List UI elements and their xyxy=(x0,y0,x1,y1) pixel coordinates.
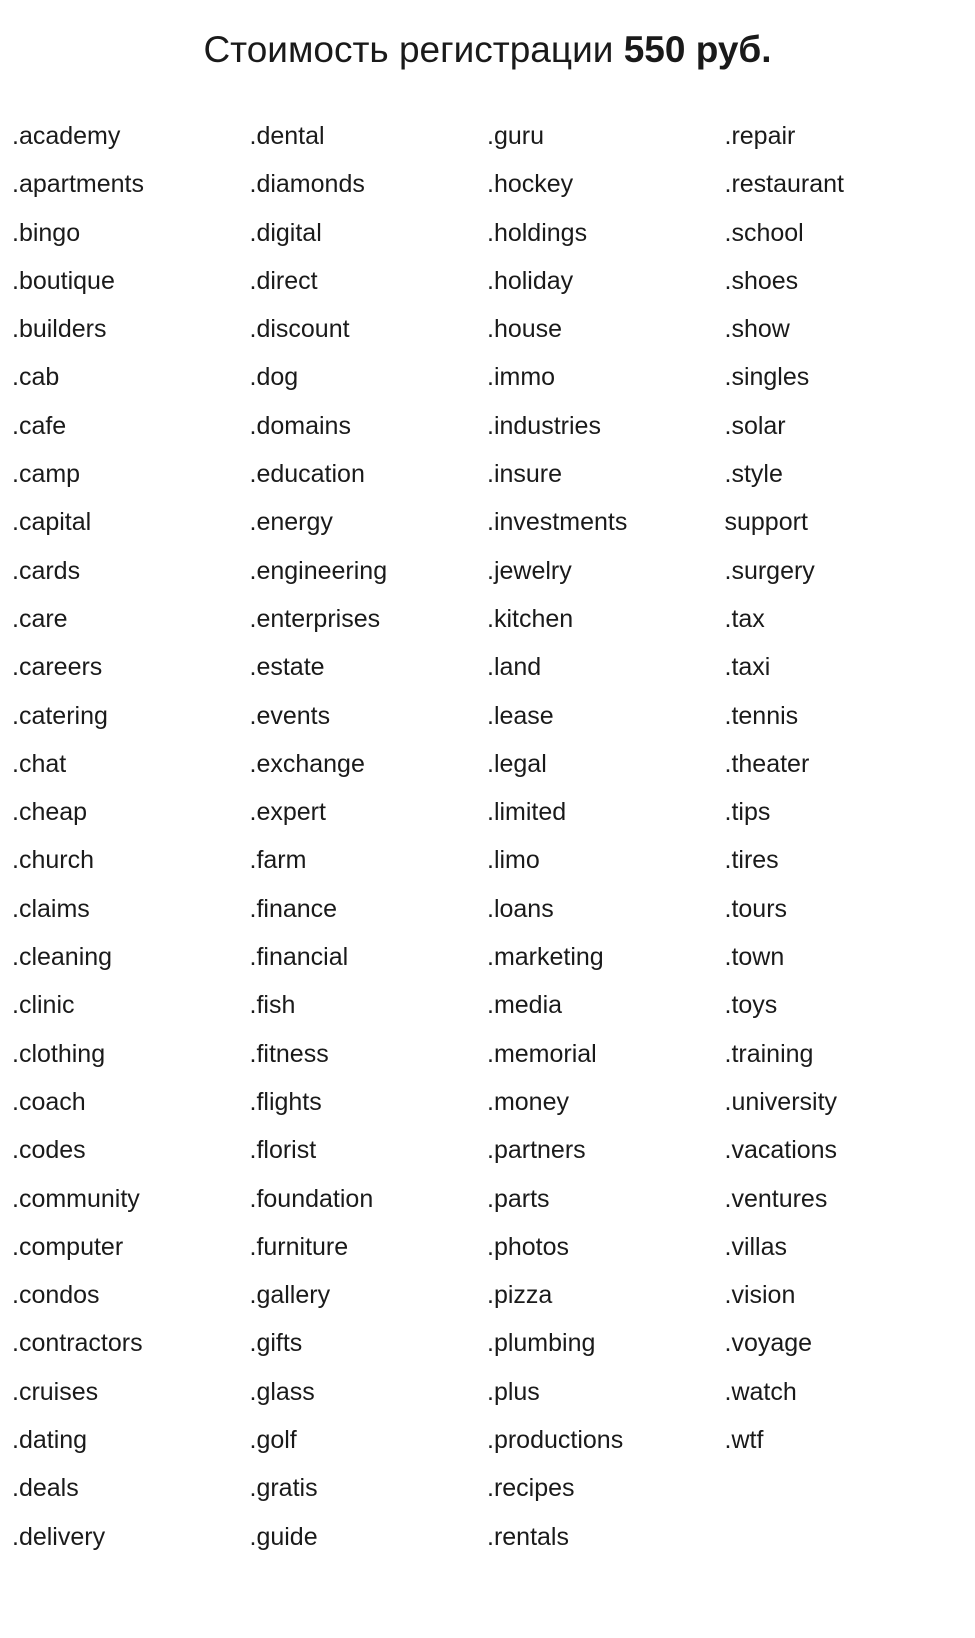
domain-zone-item: .florist xyxy=(249,1136,317,1165)
domain-zone-item: .tips xyxy=(724,798,771,827)
domain-zone-item: .diamonds xyxy=(249,170,365,199)
domain-zone-item: .apartments xyxy=(12,170,145,199)
domain-zone-item: .photos xyxy=(487,1232,570,1261)
domain-zone-item: .ventures xyxy=(724,1184,828,1213)
domain-zone-item: .show xyxy=(724,315,790,344)
domain-zone-item: .limo xyxy=(487,846,540,875)
domain-zone-item: .plus xyxy=(487,1377,540,1406)
domain-zone-item: .solar xyxy=(724,411,786,440)
domain-zone-item: .boutique xyxy=(12,266,115,295)
domain-zone-item: .vision xyxy=(724,1281,796,1310)
domain-zone-item: .chat xyxy=(12,749,67,778)
domain-zone-item: .camp xyxy=(12,460,81,489)
domain-zone-item: .pizza xyxy=(487,1281,553,1310)
domain-zone-item: .legal xyxy=(487,749,547,778)
domain-zone-item: .finance xyxy=(249,894,338,923)
domain-zone-item: .tires xyxy=(724,846,779,875)
domain-zone-item: .school xyxy=(724,218,804,247)
domain-zone-item: .guide xyxy=(249,1522,318,1551)
domain-zone-item: .cleaning xyxy=(12,943,113,972)
domain-zone-item: .lease xyxy=(487,701,554,730)
domain-zone-item: .enterprises xyxy=(249,604,381,633)
page-title xyxy=(0,26,975,74)
domain-zone-item: .land xyxy=(487,653,542,682)
domain-column-2 xyxy=(250,112,488,1561)
domain-zone-item: .exchange xyxy=(249,749,365,778)
domain-zone-item: .estate xyxy=(249,653,325,682)
domain-zone-item: .repair xyxy=(724,122,796,150)
domain-zone-item: .tax xyxy=(724,604,765,633)
domain-zone-item: .watch xyxy=(724,1377,797,1406)
domain-zone-item: .deals xyxy=(12,1474,79,1503)
domain-zone-item: .memorial xyxy=(487,1039,597,1068)
domain-zone-item: .careers xyxy=(12,653,103,682)
domain-zone-item: .house xyxy=(487,315,563,344)
domain-zone-item: .jewelry xyxy=(487,556,572,585)
domain-zone-item: .villas xyxy=(724,1232,788,1261)
domain-zone-item: .industries xyxy=(487,411,601,440)
domain-zone-item: .cheap xyxy=(12,798,88,827)
domain-zone-item: .limited xyxy=(487,798,567,827)
domain-zone-columns xyxy=(12,112,962,1561)
domain-zone-item: .toys xyxy=(724,991,778,1020)
domain-zone-item: .voyage xyxy=(724,1329,813,1358)
domain-zone-item: .fish xyxy=(249,991,296,1020)
domain-zone-item: .productions xyxy=(487,1426,624,1455)
domain-zone-item: .shoes xyxy=(724,266,799,295)
domain-zone-item: .taxi xyxy=(724,653,771,682)
domain-zone-item: .builders xyxy=(12,315,107,344)
domain-zone-item: .delivery xyxy=(12,1522,106,1551)
domain-zone-item: .dog xyxy=(249,363,299,392)
title-prefix: Стоимость регистрации xyxy=(203,29,624,70)
domain-zone-item: .golf xyxy=(249,1426,297,1455)
domain-zone-item: .catering xyxy=(12,701,108,730)
domain-zone-item: .community xyxy=(12,1184,140,1213)
domain-zone-item: .investments xyxy=(487,508,628,537)
domain-zone-item: .gratis xyxy=(249,1474,318,1503)
domain-zone-item: .domains xyxy=(249,411,351,440)
domain-zone-item: .engineering xyxy=(249,556,388,585)
domain-zone-item: .kitchen xyxy=(487,604,574,633)
domain-zone-item: .gifts xyxy=(249,1329,303,1358)
domain-zone-item: .immo xyxy=(487,363,556,392)
domain-zone-item: .loans xyxy=(487,894,554,923)
domain-zone-item: .contractors xyxy=(12,1329,143,1358)
domain-zone-item: .marketing xyxy=(487,943,604,972)
domain-zone-item: .tennis xyxy=(724,701,799,730)
domain-zone-item: .gallery xyxy=(249,1281,331,1310)
domain-zone-item: .money xyxy=(487,1087,569,1116)
domain-zone-item: .university xyxy=(724,1087,838,1116)
domain-column-1 xyxy=(12,112,250,1561)
domain-zone-item: .church xyxy=(12,846,94,875)
domain-zone-item: .rentals xyxy=(487,1522,569,1551)
domain-zone-item: .academy xyxy=(12,122,121,150)
domain-zone-item: .vacations xyxy=(724,1136,838,1165)
domain-zone-item: .guru xyxy=(487,122,544,150)
domain-zone-item: .farm xyxy=(249,846,307,875)
domain-zone-item: .energy xyxy=(249,508,333,537)
domain-zone-item: .furniture xyxy=(249,1232,349,1261)
domain-zone-item: .financial xyxy=(249,943,349,972)
domain-zone-item: .fitness xyxy=(249,1039,329,1068)
domain-column-4 xyxy=(725,112,963,1561)
domain-zone-item: .holiday xyxy=(487,266,574,295)
domain-zone-item: .direct xyxy=(249,266,318,295)
domain-zone-item: .dental xyxy=(249,122,325,150)
domain-zone-item: .wtf xyxy=(724,1426,764,1455)
domain-zone-item: .discount xyxy=(249,315,350,344)
domain-zone-item: support xyxy=(724,508,808,537)
domain-zone-item: .training xyxy=(724,1039,814,1068)
domain-zone-item: .holdings xyxy=(487,218,588,247)
domain-zone-item: .dating xyxy=(12,1426,88,1455)
domain-zone-item: .foundation xyxy=(249,1184,374,1213)
domain-zone-item: .cafe xyxy=(12,411,67,440)
domain-zone-item: .insure xyxy=(487,460,563,489)
domain-zone-item: .singles xyxy=(724,363,810,392)
domain-zone-item: .codes xyxy=(12,1136,86,1165)
domain-zone-item: .media xyxy=(487,991,563,1020)
domain-zone-item: .bingo xyxy=(12,218,81,247)
domain-zone-item: .hockey xyxy=(487,170,574,199)
domain-zone-item: .tours xyxy=(724,894,788,923)
domain-zone-item: .condos xyxy=(12,1281,100,1310)
domain-zone-item: .expert xyxy=(249,798,326,827)
domain-zone-item: .digital xyxy=(249,218,322,247)
domain-zone-item: .surgery xyxy=(724,556,815,585)
domain-zone-item: .parts xyxy=(487,1184,550,1213)
domain-zone-item: .events xyxy=(249,701,331,730)
domain-zone-item: .cruises xyxy=(12,1377,99,1406)
registration-price: 550 руб. xyxy=(623,29,772,70)
domain-zone-item: .restaurant xyxy=(724,170,845,199)
domain-zone-item: .town xyxy=(724,943,785,972)
domain-zone-item: .education xyxy=(249,460,365,489)
domain-zone-item: .cab xyxy=(12,363,60,392)
domain-zone-item: .theater xyxy=(724,749,810,778)
domain-zone-item: .clothing xyxy=(12,1039,106,1068)
domain-zone-item: .computer xyxy=(12,1232,124,1261)
domain-zone-item: .cards xyxy=(12,556,81,585)
domain-zone-item: .recipes xyxy=(487,1474,575,1503)
domain-zone-item: .claims xyxy=(12,894,90,923)
domain-column-3 xyxy=(487,112,725,1561)
domain-zone-item: .capital xyxy=(12,508,92,537)
domain-zone-item: .clinic xyxy=(12,991,75,1020)
domain-zone-item: .partners xyxy=(487,1136,586,1165)
domain-zone-item: .flights xyxy=(249,1087,322,1116)
domain-zone-item: .plumbing xyxy=(487,1329,596,1358)
domain-zone-item: .style xyxy=(724,460,783,489)
domain-zone-item: .glass xyxy=(249,1377,315,1406)
domain-zone-item: .care xyxy=(12,604,68,633)
domain-zone-item: .coach xyxy=(12,1087,86,1116)
